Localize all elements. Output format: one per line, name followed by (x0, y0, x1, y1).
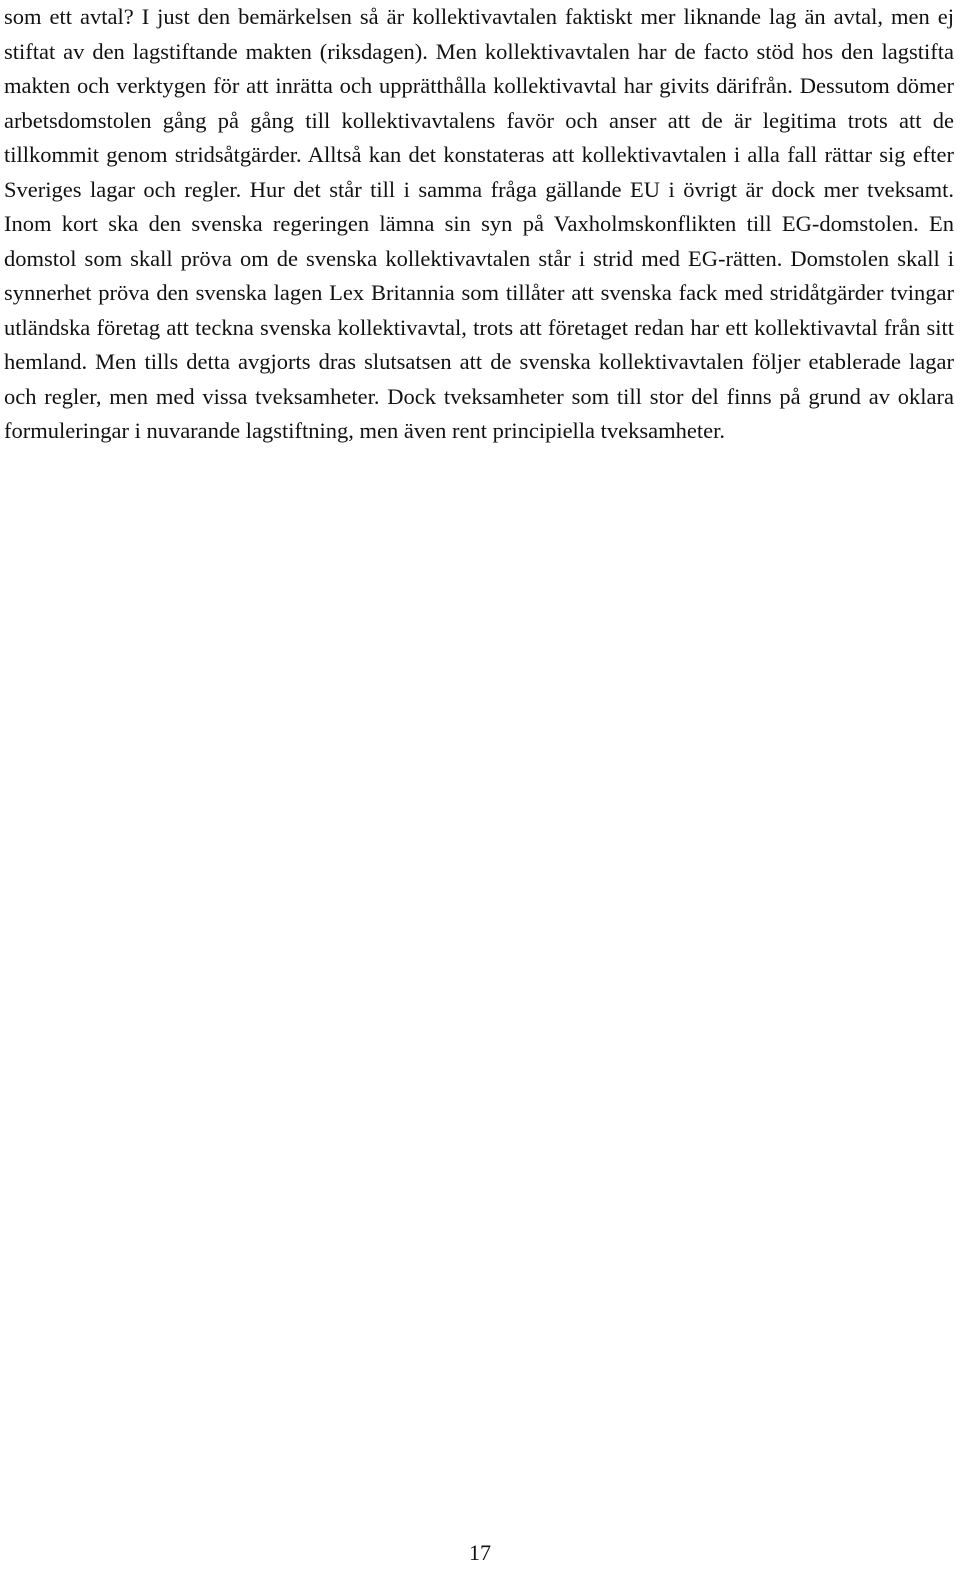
page-number: 17 (469, 1540, 491, 1565)
body-paragraph: som ett avtal? I just den bemärkelsen så är kollektivavtalen faktiskt mer liknande lag än avtal, men ej stiftat av den lagstiftande makten (riksdagen). Men kollektivavtalen har de facto stöd hos den lagstifta makten och verktygen för att inrätta och upprätthålla kollektivavtal har givits därifrån. Dessutom dömer arbetsdomstolen gång på gång till kollektivavtalens favör och anser att de är legitima trots att de tillkommit genom stridsåtgärder. Alltså kan det konstateras att kollektivavtalen i alla fall rättar sig efter Sveriges lagar och regler. Hur det står till i samma fråga gällande EU i övrigt är dock mer tveksamt. Inom kort ska den svenska regeringen lämna sin syn på Vaxholmskonflikten till EG-domstolen. En domstol som skall pröva om de svenska kollektivavtalen står i strid med EG-rätten. Domstolen skall i synnerhet pröva den svenska lagen Lex Britannia som tillåter att svenska fack med stridåtgärder tvingar utländska företag att teckna svenska kollektivavtal, trots att företaget redan har ett kollektivavtal från sitt hemland. Men tills detta avgjorts dras slutsatsen att de svenska kollektivavtalen följer etablerade lagar och regler, men med vissa tveksamheter. Dock tveksamheter som till stor del finns på grund av oklara formuleringar i nuvarande lagstiftning, men även rent principiella tveksamheter. (4, 4, 954, 443)
